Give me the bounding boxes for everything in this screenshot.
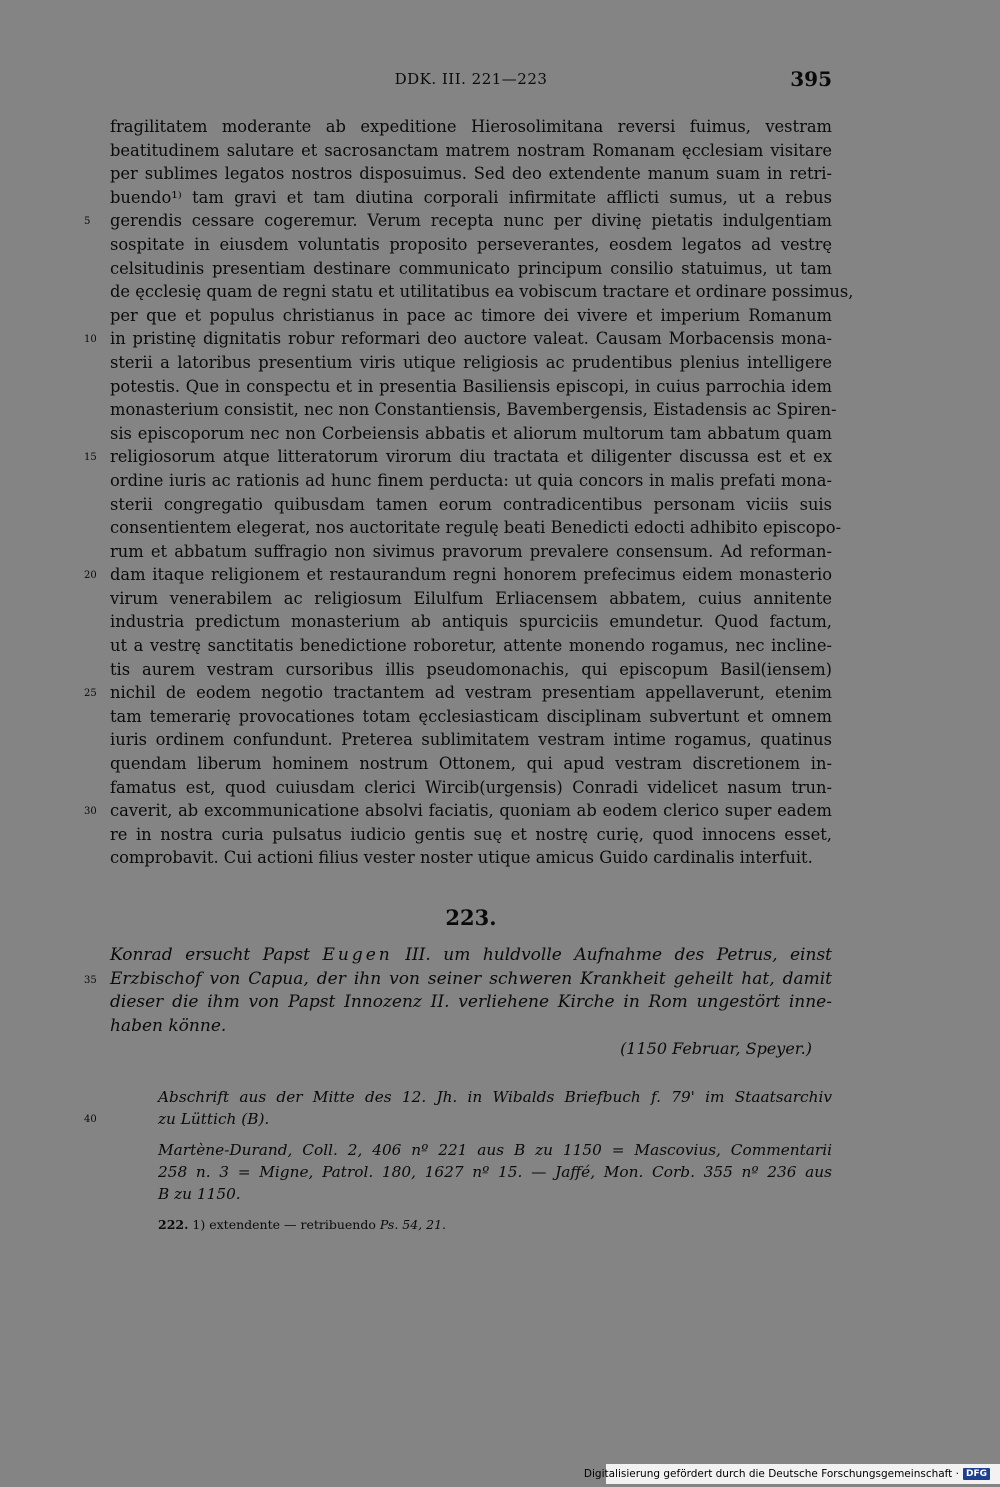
line-text: per sublimes legatos nostros disposuimus. Sed deo extendente manum suam in retri-	[110, 164, 832, 184]
text-line	[110, 610, 832, 634]
body-text	[84, 115, 854, 870]
regest-line: dieser die ihm von Papst Innozenz II. verliehene Kirche in Rom ungestört inne-	[110, 992, 832, 1012]
line-number: 5	[84, 216, 91, 228]
note-line	[158, 1183, 832, 1205]
text-line	[84, 327, 832, 351]
regest-line	[84, 968, 832, 992]
text-line	[110, 493, 832, 517]
line-text: comprobavit. Cui actioni filius vester noster utique amicus Guido cardinalis interfuit.	[110, 848, 813, 868]
footnote-number: 222.	[158, 1217, 189, 1232]
text-line	[84, 445, 832, 469]
line-text: re in nostra curia pulsatus iudicio gentis suę et nostrę curię, quod innocens esset,	[110, 824, 832, 844]
line-text: sterii a latoribus presentium viris utique religiosis ac prudentibus plenius intelligere	[110, 352, 832, 372]
text-line	[110, 162, 832, 186]
line-text: gerendis cessare cogeremur. Verum recepta nunc per divinę pietatis indulgentiam	[110, 211, 832, 231]
apparatus-notes	[84, 1086, 832, 1205]
line-text: quendam liberum hominem nostrum Ottonem, qui apud vestram discretionem in-	[110, 754, 832, 774]
line-number: 10	[84, 334, 97, 346]
note-line	[158, 1161, 832, 1183]
line-text: virum venerabilem ac religiosum Eilulfum Erliacensem abbatem, cuius annitente	[110, 588, 832, 608]
page-number: 395	[790, 67, 832, 91]
regest-line	[110, 944, 832, 968]
text-line	[110, 257, 832, 281]
document-number: 223.	[445, 905, 497, 930]
line-text: sospitate in eiusdem voluntatis proposito perseverantes, eosdem legatos ad vestrę	[110, 234, 832, 254]
line-text: potestis. Que in conspectu et in presentia Basiliensis episcopi, in cuius parrochia idem	[110, 376, 832, 396]
footnote-text: 1) extendente — retribuendo	[188, 1217, 380, 1232]
running-head	[110, 67, 832, 93]
text-line	[110, 115, 832, 139]
text-line	[110, 233, 832, 257]
line-number: 35	[84, 974, 97, 986]
line-text: dam itaque religionem et restaurandum regni honorem prefecimus eidem monasterio	[110, 565, 832, 585]
line-text: sterii congregatio quibusdam tamen eorum contradicentibus personam viciis suis	[110, 494, 832, 514]
line-text: de ęcclesię quam de regni statu et utilitatibus ea vobiscum tractare et ordinare possimus,	[110, 282, 854, 302]
text-line	[110, 398, 837, 422]
dfg-logo-icon: DFG	[963, 1468, 990, 1480]
regest-text: III. um huldvolle Aufnahme des Petrus, einst	[392, 945, 832, 965]
text-line	[110, 776, 832, 800]
line-text: religiosorum atque litteratorum virorum diu tractata et diligenter discussa est et ex	[110, 447, 832, 467]
text-line	[84, 209, 832, 233]
regest-text: Konrad ersucht Papst	[110, 945, 323, 965]
text-line	[84, 799, 832, 823]
note-line	[158, 1139, 832, 1161]
line-number: 20	[84, 570, 97, 582]
line-text: sis episcoporum nec non Corbeiensis abbatis et aliorum multorum tam abbatum quam	[110, 423, 832, 443]
text-line	[110, 728, 832, 752]
running-head-title: DDK. III. 221—223	[394, 70, 548, 88]
text-line	[110, 422, 832, 446]
line-number: 25	[84, 688, 97, 700]
text-line	[110, 587, 832, 611]
line-number: 40	[84, 1114, 97, 1125]
text-line	[110, 705, 832, 729]
note-text: 258 n. 3 = Migne, Patrol. 180, 1627 nº 15. — Jaffé, Mon. Corb. 355 nº 236 aus	[158, 1163, 832, 1181]
regest-name-spaced: Eugen	[322, 945, 393, 965]
note-text: zu Lüttich (B).	[158, 1110, 270, 1128]
funding-footer	[584, 1466, 990, 1482]
footer-text: Digitalisierung gefördert durch die Deutsche Forschungsgemeinschaft ·	[583, 1468, 959, 1480]
text-line	[110, 469, 832, 493]
line-text: nichil de eodem negotio tractantem ad vestram presentiam appellaverunt, etenim	[110, 683, 832, 703]
regest	[84, 944, 832, 1038]
text-line	[110, 516, 842, 540]
line-text: beatitudinem salutare et sacrosanctam matrem nostram Romanam ęcclesiam visitare	[110, 140, 832, 160]
footnote	[158, 1217, 446, 1232]
line-text: ut a vestrę sanctitatis benedictione roboretur, attente monendo rogamus, nec incline-	[110, 636, 832, 656]
note-text: B zu 1150.	[158, 1185, 241, 1203]
text-line	[110, 186, 832, 210]
text-line	[84, 681, 832, 705]
line-text: tam temerarię provocationes totam ęcclesiasticam disciplinam subvertunt et omnem	[110, 706, 832, 726]
line-text: famatus est, quod cuiusdam clerici Wircib(urgensis) Conradi videlicet nasum trun-	[110, 777, 832, 797]
note-line	[84, 1108, 832, 1130]
line-text: fragilitatem moderante ab expeditione Hierosolimitana reversi fuimus, vestram	[110, 117, 832, 136]
line-text: consentientem elegerat, nos auctoritate regulę beati Benedicti edocti adhibito episcopo-	[110, 518, 842, 538]
line-text: celsitudinis presentiam destinare communicato principum consilio statuimus, ut tam	[110, 258, 832, 278]
text-line	[110, 658, 832, 682]
text-line	[110, 540, 832, 564]
note-line	[158, 1086, 832, 1108]
text-line	[110, 351, 832, 375]
regest-text: Erzbischof von Capua, der ihn von seiner schweren Krankheit geheilt hat, damit	[110, 968, 832, 989]
regest-line: haben könne.	[110, 1015, 227, 1036]
line-text: tis aurem vestram cursoribus illis pseudomonachis, qui episcopum Basil(iensem)	[110, 659, 832, 679]
line-text: rum et abbatum suffragio non sivimus pravorum prevalere consensum. Ad reforman-	[110, 541, 832, 561]
line-number: 30	[84, 806, 97, 818]
line-text: buendo¹⁾ tam gravi et tam diutina corporali infirmitate afflicti sumus, ut a rebus	[110, 187, 832, 207]
document-date: (1150 Februar, Speyer.)	[620, 1039, 812, 1058]
text-line	[110, 823, 832, 847]
line-text: in pristinę dignitatis robur reformari deo auctore valeat. Causam Morbacensis mona-	[110, 329, 832, 349]
text-line	[110, 634, 832, 658]
line-text: iuris ordinem confundunt. Preterea sublimitatem vestram intime rogamus, quatinus	[110, 730, 832, 750]
text-line	[84, 563, 832, 587]
text-line	[110, 139, 832, 163]
line-text: monasterium consistit, nec non Constantiensis, Bavembergensis, Eistadensis ac Spiren-	[110, 400, 837, 420]
line-text: industria predictum monasterium ab antiquis spurciciis emundetur. Quod factum,	[110, 612, 832, 632]
note-text: Martène-Durand, Coll. 2, 406 nº 221 aus B zu 1150 = Mascovius, Commentarii	[158, 1141, 832, 1159]
footnote-reference: Ps. 54, 21.	[379, 1217, 447, 1232]
line-text: per que et populus christianus in pace ac timore dei vivere et imperium Romanum	[110, 305, 832, 325]
line-text: caverit, ab excommunicatione absolvi faciatis, quoniam ab eodem clerico super eadem	[110, 801, 832, 821]
line-text: ordine iuris ac rationis ad hunc finem perducta: ut quia concors in malis prefati mona-	[110, 470, 832, 490]
text-line	[110, 846, 832, 870]
text-line	[110, 375, 832, 399]
line-number: 15	[84, 452, 97, 464]
text-line	[110, 752, 832, 776]
note-text: Abschrift aus der Mitte des 12. Jh. in Wibalds Briefbuch f. 79' im Staatsarchiv	[158, 1088, 832, 1106]
text-line	[110, 280, 854, 304]
text-line	[110, 304, 832, 328]
